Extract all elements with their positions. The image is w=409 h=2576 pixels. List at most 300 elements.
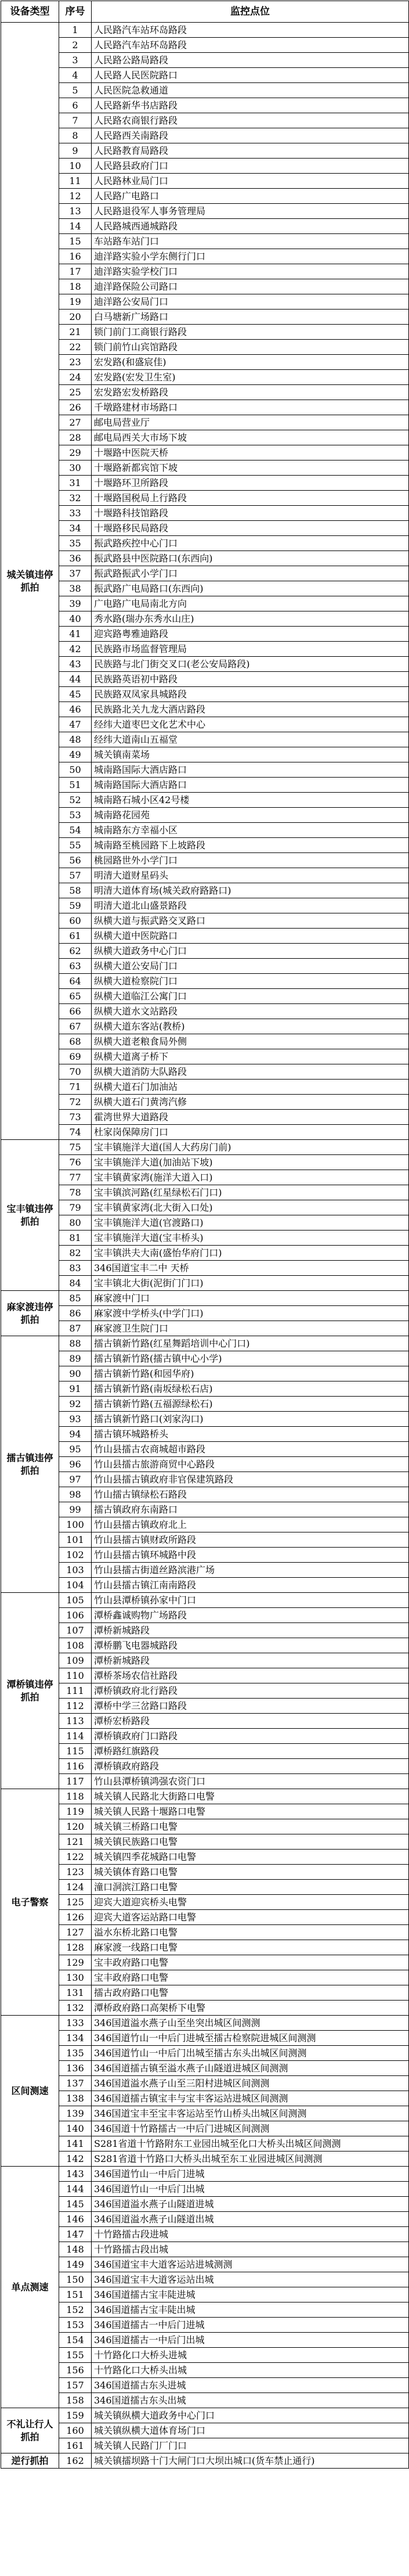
table-row [1,1910,409,1925]
number-cell: 1 [59,23,92,38]
location-cell: 346国道溢水燕子山至坐突出城区间测测 [92,2016,409,2031]
table-row [1,294,409,310]
table-row [1,2348,409,2363]
table-row [1,627,409,642]
location-cell: 城关镇人民路门厂门口 [92,2438,409,2453]
table-row [1,1185,409,1200]
number-cell: 76 [59,1155,92,1170]
table-row [1,23,409,38]
table-body [1,23,409,2469]
location-cell: 宝丰镇黄家湾(施洋大道入口) [92,1170,409,1185]
location-cell: 城关镇擂坝路十门大闸门口大坝出城口(货车禁止通行) [92,2453,409,2469]
table-row [1,1955,409,1970]
number-cell: 96 [59,1457,92,1472]
number-cell: 113 [59,1714,92,1729]
location-cell: 城关镇民族路口电警 [92,1834,409,1850]
table-row [1,702,409,717]
number-cell: 57 [59,868,92,883]
location-cell: 人民路汽车站环岛路段 [92,38,409,53]
table-row [1,83,409,98]
table-row [1,1593,409,1608]
number-cell: 139 [59,2106,92,2121]
location-cell: 城南路东方幸福小区 [92,823,409,838]
number-cell: 45 [59,687,92,702]
number-cell: 69 [59,1049,92,1064]
number-cell: 48 [59,732,92,747]
table-row [1,1261,409,1276]
number-cell: 150 [59,2272,92,2287]
table-row [1,687,409,702]
number-cell: 10 [59,159,92,174]
location-cell: 人民路林业局门口 [92,174,409,189]
number-cell: 109 [59,1653,92,1668]
table-row [1,642,409,657]
table-row [1,2408,409,2423]
location-cell: 车站路车站门口 [92,234,409,249]
table-row [1,1985,409,2001]
number-cell: 54 [59,823,92,838]
location-cell: 潭桥镇政府北行路段 [92,1683,409,1699]
table-row [1,2393,409,2408]
table-row [1,1472,409,1487]
number-cell: 132 [59,2001,92,2016]
table-row [1,159,409,174]
table-row [1,2001,409,2016]
table-row [1,1925,409,1940]
location-cell: 城关镇纵横大道政务中心门口 [92,2408,409,2423]
location-cell: 城关镇四季花城路口电警 [92,1850,409,1865]
location-cell: 擂古镇新竹路(和园华府) [92,1366,409,1381]
number-cell: 114 [59,1729,92,1744]
location-cell: 人民路农商银行路段 [92,113,409,128]
location-cell: 346国道溢水燕子山隧道出城 [92,2212,409,2227]
number-cell: 74 [59,1125,92,1140]
table-row [1,883,409,898]
number-cell: 81 [59,1231,92,1246]
table-row [1,385,409,400]
number-cell: 21 [59,325,92,340]
table-row [1,1215,409,1231]
location-cell: S281省道十竹路附东工业园出城至化口大桥头出城区间测测 [92,2136,409,2152]
table-row [1,204,409,219]
location-cell: 人民路教育局路段 [92,143,409,159]
number-cell: 36 [59,551,92,566]
table-row [1,747,409,762]
location-cell: 擂古镇新竹路(红星舞蹈培训中心门口) [92,1336,409,1351]
category-cell: 逆行抓拍 [1,2453,59,2469]
location-cell: 竹山县擂古镇财政所路段 [92,1532,409,1548]
number-cell: 92 [59,1397,92,1412]
number-cell: 107 [59,1623,92,1638]
location-cell: 迎宾路粤雅迪路段 [92,627,409,642]
table-row [1,1895,409,1910]
number-cell: 19 [59,294,92,310]
table-row [1,2076,409,2091]
number-cell: 83 [59,1261,92,1276]
location-cell: 擂古镇政府东南路口 [92,1502,409,1517]
location-cell: 民族路双凤家具城路段 [92,687,409,702]
number-cell: 140 [59,2121,92,2136]
location-cell: 振武路疾控中心门口 [92,536,409,551]
table-row [1,1865,409,1880]
location-cell: 振武路振武小学门口 [92,566,409,581]
table-row [1,551,409,566]
location-cell: 纵横大道公安局门口 [92,959,409,974]
location-cell: 346国道擂古东头进城 [92,2378,409,2393]
table-row [1,491,409,506]
number-cell: 105 [59,1593,92,1608]
table-row [1,1110,409,1125]
number-cell: 146 [59,2212,92,2227]
number-cell: 91 [59,1381,92,1397]
number-cell: 133 [59,2016,92,2031]
location-cell: 竹山县擂古镇江南南路段 [92,1578,409,1593]
number-cell: 16 [59,249,92,264]
number-cell: 51 [59,778,92,793]
table-row [1,2106,409,2121]
table-row [1,611,409,627]
table-row [1,1653,409,1668]
number-cell: 145 [59,2197,92,2212]
number-cell: 86 [59,1306,92,1321]
number-cell: 11 [59,174,92,189]
table-row [1,1427,409,1442]
number-cell: 71 [59,1080,92,1095]
category-cell: 潭桥镇违停抓拍 [1,1593,59,1789]
category-cell: 不礼让行人抓拍 [1,2408,59,2453]
location-cell: 人民医院急救通道 [92,83,409,98]
number-cell: 118 [59,1789,92,1804]
number-cell: 59 [59,898,92,913]
location-cell: 擂古政府路口电警 [92,1985,409,2001]
number-cell: 82 [59,1246,92,1261]
number-cell: 31 [59,476,92,491]
location-cell: 纵横大道政务中心门口 [92,944,409,959]
number-cell: 46 [59,702,92,717]
table-row [1,1366,409,1381]
number-cell: 87 [59,1321,92,1336]
location-cell: 锁门前竹山宾馆路段 [92,340,409,355]
location-cell: 潭桥镇政府路段 [92,1759,409,1774]
number-cell: 136 [59,2061,92,2076]
table-row [1,1819,409,1834]
table-row [1,53,409,68]
number-cell: 151 [59,2287,92,2302]
location-cell: 振武路广电局路口(东西向) [92,581,409,596]
number-cell: 33 [59,506,92,521]
location-cell: 竹山县擂古街道丝路滨港广场 [92,1563,409,1578]
table-row [1,2182,409,2197]
table-row [1,913,409,929]
location-cell: 纵横大道中医院路口 [92,929,409,944]
number-cell: 102 [59,1548,92,1563]
table-row [1,2363,409,2378]
location-cell: 竹山县擂古镇环城路中段 [92,1548,409,1563]
number-cell: 78 [59,1185,92,1200]
number-cell: 143 [59,2167,92,2182]
table-row [1,1034,409,1049]
table-row [1,1548,409,1563]
table-row [1,1306,409,1321]
location-cell: 人民路人民医院路口 [92,68,409,83]
location-cell: 麻家渡中门口 [92,1291,409,1306]
location-cell: 346国道擂古宝丰陡进城 [92,2287,409,2302]
table-row [1,1246,409,1261]
number-cell: 97 [59,1472,92,1487]
number-cell: 5 [59,83,92,98]
location-cell: 潭桥政府路口高架桥下电警 [92,2001,409,2016]
location-cell: 迪洋路保险公司路口 [92,279,409,294]
location-cell: 城南路国际大酒店路口 [92,778,409,793]
table-row [1,1321,409,1336]
table-row [1,68,409,83]
table-row [1,1532,409,1548]
table-row [1,1638,409,1653]
table-row [1,1880,409,1895]
number-cell: 24 [59,370,92,385]
number-cell: 44 [59,672,92,687]
number-cell: 13 [59,204,92,219]
location-cell: 竹山县擂古镇政府非官保建筑路段 [92,1472,409,1487]
monitoring-points-table [1,1,409,2469]
number-cell: 142 [59,2152,92,2167]
number-cell: 52 [59,793,92,808]
location-cell: 潭桥鑫诚购物广场路段 [92,1608,409,1623]
table-row [1,1004,409,1019]
location-cell: 振武路县中医院路口(东西向) [92,551,409,566]
number-cell: 49 [59,747,92,762]
location-cell: 城关镇三桥路口电警 [92,1819,409,1834]
table-row [1,325,409,340]
number-cell: 60 [59,913,92,929]
table-row [1,1850,409,1865]
number-cell: 77 [59,1170,92,1185]
table-row [1,1759,409,1774]
number-cell: 30 [59,460,92,476]
location-cell: 十竹路擂古段出城 [92,2242,409,2257]
table-row [1,415,409,430]
table-row [1,1563,409,1578]
table-row [1,234,409,249]
location-cell: 明清大道北山盛景路段 [92,898,409,913]
location-cell: 人民路公路局路段 [92,53,409,68]
table-row [1,2438,409,2453]
number-cell: 72 [59,1095,92,1110]
table-row [1,536,409,551]
location-cell: 迪洋路实验学校门口 [92,264,409,279]
table-row [1,1170,409,1185]
number-cell: 67 [59,1019,92,1034]
number-cell: 121 [59,1834,92,1850]
location-cell: 宝丰镇滨河路(红星绿松石门口) [92,1185,409,1200]
header-number: 序号 [59,1,92,23]
number-cell: 6 [59,98,92,113]
table-row [1,2227,409,2242]
table-row [1,1442,409,1457]
table-row [1,521,409,536]
table-row [1,566,409,581]
number-cell: 22 [59,340,92,355]
table-row [1,2242,409,2257]
table-row [1,2257,409,2272]
table-row [1,1231,409,1246]
location-cell: 人民路广电路口 [92,189,409,204]
number-cell: 104 [59,1578,92,1593]
table-row [1,1336,409,1351]
number-cell: 100 [59,1517,92,1532]
number-cell: 128 [59,1940,92,1955]
location-cell: 宏发路宏发桥路段 [92,385,409,400]
location-cell: 宝丰镇施洋大道(官渡路口) [92,1215,409,1231]
number-cell: 39 [59,596,92,611]
number-cell: 40 [59,611,92,627]
location-cell: 明清大道财星码头 [92,868,409,883]
number-cell: 93 [59,1412,92,1427]
table-row [1,2016,409,2031]
number-cell: 122 [59,1850,92,1865]
table-row [1,1291,409,1306]
location-cell: 346国道擂古宝丰陡出城 [92,2302,409,2318]
table-row [1,1487,409,1502]
number-cell: 79 [59,1200,92,1215]
number-cell: 18 [59,279,92,294]
location-cell: 纵横大道东客站(教桥) [92,1019,409,1034]
location-cell: 宝丰镇黄家湾(北大街入口处) [92,1200,409,1215]
number-cell: 160 [59,2423,92,2438]
location-cell: 纵横大道离子桥下 [92,1049,409,1064]
number-cell: 12 [59,189,92,204]
location-cell: 竹山县擂古农商城超市路段 [92,1442,409,1457]
number-cell: 115 [59,1744,92,1759]
table-header-row [1,1,409,23]
location-cell: 纵横大道与振武路交叉路口 [92,913,409,929]
location-cell: 城南路国际大酒店路口 [92,762,409,778]
table-row [1,732,409,747]
table-row [1,1019,409,1034]
location-cell: 潭桥新城路段 [92,1653,409,1668]
table-row [1,793,409,808]
table-row [1,1140,409,1155]
location-cell: 擂古镇新竹路(南坂绿松石店) [92,1381,409,1397]
table-row [1,2453,409,2469]
location-cell: 麻家渡卫生院门口 [92,1321,409,1336]
table-row [1,2333,409,2348]
table-row [1,189,409,204]
location-cell: 十堰路移民局路段 [92,521,409,536]
category-cell: 区间测速 [1,2016,59,2167]
location-cell: 346国道宝丰大道客运站出城 [92,2272,409,2287]
table-row [1,370,409,385]
number-cell: 23 [59,355,92,370]
location-cell: 十堰路新都宾馆下坡 [92,460,409,476]
location-cell: 城关镇纵横大道体育场门口 [92,2423,409,2438]
location-cell: 城南路至桃园路下上坡路段 [92,838,409,853]
table-row [1,581,409,596]
number-cell: 4 [59,68,92,83]
number-cell: 43 [59,657,92,672]
location-cell: 346国道擂古镇宝丰与宝丰客运站进城区间测测 [92,2091,409,2106]
location-cell: 宏发路(宏发卫生室) [92,370,409,385]
number-cell: 162 [59,2453,92,2469]
location-cell: 宝丰政府路口电警 [92,1970,409,1985]
location-cell: 人民路退役军人事务管理局 [92,204,409,219]
table-row [1,264,409,279]
number-cell: 94 [59,1427,92,1442]
number-cell: 73 [59,1110,92,1125]
number-cell: 37 [59,566,92,581]
location-cell: 擂古镇环城路桥头 [92,1427,409,1442]
location-cell: 潭桥路红旗路段 [92,1744,409,1759]
location-cell: 十堰路国税局上行路段 [92,491,409,506]
number-cell: 25 [59,385,92,400]
table-row [1,778,409,793]
number-cell: 126 [59,1910,92,1925]
table-row [1,898,409,913]
location-cell: 346国道竹山一中后门进城至擂古检察院进城区间测测 [92,2031,409,2046]
number-cell: 2 [59,38,92,53]
table-row [1,476,409,491]
location-cell: 346国道溢水燕子山至三阳村进城区间测测 [92,2076,409,2091]
location-cell: 竹山县擂古旅游商贸中心路段 [92,1457,409,1472]
location-cell: 溢水东桥北路口电警 [92,1925,409,1940]
number-cell: 117 [59,1774,92,1789]
location-cell: 擂古镇新竹路(擂古镇中心小学) [92,1351,409,1366]
number-cell: 144 [59,2182,92,2197]
table-row [1,596,409,611]
number-cell: 9 [59,143,92,159]
number-cell: 111 [59,1683,92,1699]
location-cell: 千墩路建材市场路口 [92,400,409,415]
table-row [1,868,409,883]
category-cell: 擂古镇违停抓拍 [1,1336,59,1593]
table-row [1,1064,409,1080]
number-cell: 123 [59,1865,92,1880]
category-cell: 单点测速 [1,2167,59,2408]
table-row [1,249,409,264]
table-row [1,762,409,778]
number-cell: 70 [59,1064,92,1080]
location-cell: 346国道擂古镇至溢水燕子山隧道进城区间测测 [92,2061,409,2076]
number-cell: 34 [59,521,92,536]
location-cell: 十竹路化口大桥头出城 [92,2363,409,2378]
table-row [1,445,409,460]
number-cell: 124 [59,1880,92,1895]
table-row [1,1578,409,1593]
table-row [1,400,409,415]
location-cell: 广电路广电局南北方向 [92,596,409,611]
number-cell: 152 [59,2302,92,2318]
number-cell: 119 [59,1804,92,1819]
location-cell: 纵横大道老粮食局外侧 [92,1034,409,1049]
number-cell: 38 [59,581,92,596]
table-row [1,1804,409,1819]
number-cell: 15 [59,234,92,249]
number-cell: 62 [59,944,92,959]
number-cell: 47 [59,717,92,732]
table-row [1,1774,409,1789]
number-cell: 58 [59,883,92,898]
location-cell: 城关镇人民路北大街路口电警 [92,1789,409,1804]
location-cell: 经纬大道枣巴文化艺术中心 [92,717,409,732]
location-cell: 346国道竹山一中后门出城至擂古东头出城区间测测 [92,2046,409,2061]
number-cell: 108 [59,1638,92,1653]
number-cell: 50 [59,762,92,778]
number-cell: 66 [59,1004,92,1019]
number-cell: 101 [59,1532,92,1548]
table-row [1,657,409,672]
number-cell: 149 [59,2257,92,2272]
location-cell: 十堰路科技馆路段 [92,506,409,521]
